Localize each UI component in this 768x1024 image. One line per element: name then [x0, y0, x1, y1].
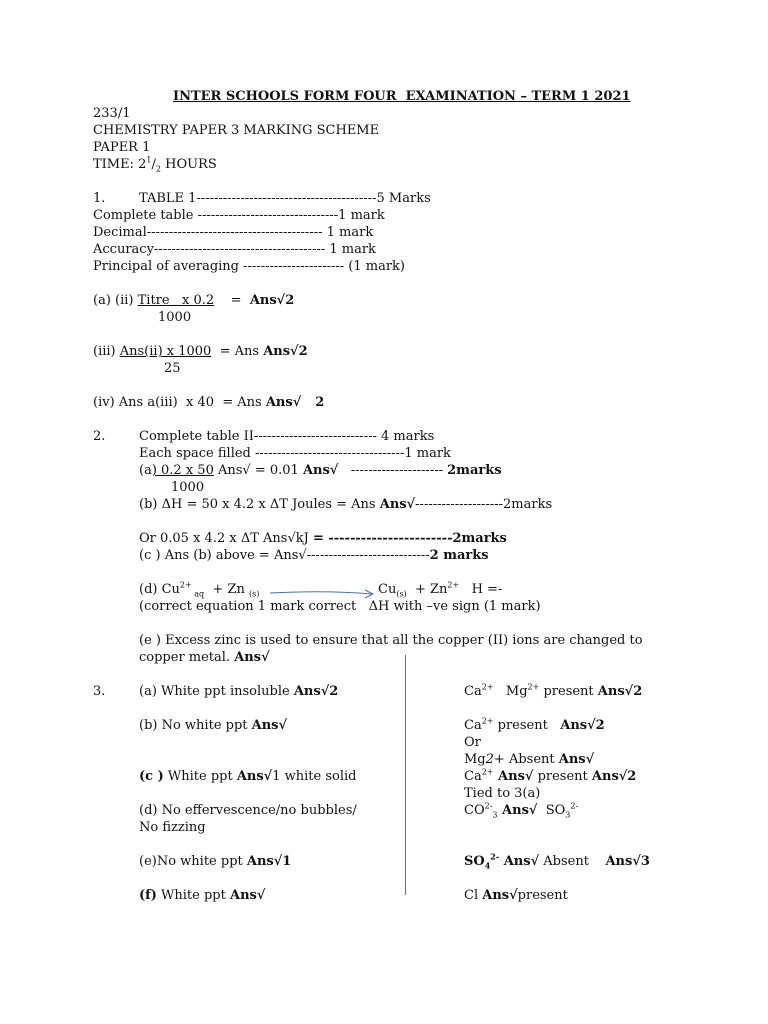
q3-obs-d-line1: (d) No effervescence/no bubbles/: [139, 803, 357, 818]
q1-number: 1.: [93, 191, 106, 206]
q1-a2-denominator: 1000: [158, 310, 192, 325]
q2-a-denominator: 1000: [171, 480, 205, 495]
q3-inf-a: $Ca^{2+}$ $Mg^{2+}$ present Ans√2: [464, 682, 643, 699]
q3-number: 3.: [93, 684, 106, 699]
q2-c-formula: (c ) Ans (b) above = Ans√----------------------------2 marks: [139, 548, 489, 563]
q2-each-space: Each space filled ----------------------------------1 mark: [139, 446, 451, 461]
q3-obs-b: (b) No white ppt Ans√: [139, 718, 288, 733]
q2-a-formula: (a) 0.2 x 50 Ans√ = 0.01 Ans√ --------------------- 2marks: [139, 463, 502, 478]
q1-criterion: Accuracy--------------------------------------- 1 mark: [93, 242, 376, 257]
q3-inf-b-or: Or: [464, 735, 481, 750]
q2-table-line: Complete table II---------------------------- 4 marks: [139, 429, 435, 444]
q1-a2-formula: (a) (ii) Titre x 0.2 = Ans√2: [93, 293, 295, 308]
paper-title: CHEMISTRY PAPER 3 MARKING SCHEME: [93, 123, 380, 138]
q2-b-formula: (b) ΔH = 50 x 4.2 x ΔT Joules = Ans Ans√--------------------2marks: [139, 497, 553, 512]
q2-d-note: (correct equation 1 mark correct ΔH with –ve sign (1 mark): [139, 599, 541, 614]
q3-inf-b: $Ca^{2+}$ present Ans√2: [464, 716, 605, 733]
q1-criterion: Decimal---------------------------------------- 1 mark: [93, 225, 374, 240]
q1-a3-formula: (iii) Ans(ii) x 1000 = Ans Ans√2: [93, 344, 308, 359]
q1-criterion: Principal of averaging ----------------------- (1 mark): [93, 259, 405, 274]
q2-d-reactants: (d) $Cu^{2+}$ $_{aq}$ + Zn $_{(s)}$: [139, 580, 260, 599]
page-title: INTER SCHOOLS FORM FOUR EXAMINATION – TERM 1 2021: [173, 89, 631, 104]
q3-inf-b-alt: Mg2+ Absent Ans√: [464, 752, 595, 767]
q2-e-line2: copper metal. Ans√: [139, 650, 270, 665]
q3-obs-c: (c ) White ppt Ans√1 white solid: [139, 769, 357, 784]
q2-d-products: $Cu_{(s)} + Zn^{2+}$ H =-: [378, 580, 503, 599]
q3-inf-e: $SO_4^{2-}$ Ans√ Absent Ans√3: [464, 851, 650, 871]
q1-a4-formula: (iv) Ans a(iii) x 40 = Ans Ans√ 2: [93, 395, 325, 410]
q3-inf-d: $CO^{2-}_3$ Ans√ $SO_3^{2-}$: [464, 801, 579, 820]
q2-number: 2.: [93, 429, 106, 444]
q1-table-line: TABLE 1-----------------------------------------5 Marks: [139, 191, 431, 206]
q3-inf-c: $Ca^{2+}$ Ans√ present Ans√2: [464, 767, 637, 784]
q2-e-line1: (e ) Excess zinc is used to ensure that all the copper (II) ions are changed to: [139, 633, 643, 648]
column-divider: [405, 655, 406, 895]
q1-a3-denominator: 25: [164, 361, 181, 376]
q1-criterion: Complete table --------------------------------1 mark: [93, 208, 385, 223]
q3-obs-e: (e)No white ppt Ans√1: [139, 854, 292, 869]
paper-number: PAPER 1: [93, 140, 151, 155]
q2-or-formula: Or 0.05 x 4.2 x ΔT Ans√kJ = -----------------------2marks: [139, 531, 507, 546]
q3-obs-d-line2: No fizzing: [139, 820, 206, 835]
paper-code: 233/1: [93, 106, 131, 121]
time-allowed: TIME: $2^1/_2$ HOURS: [93, 155, 217, 174]
q3-inf-f: Cl Ans√present: [464, 888, 568, 903]
q3-obs-f: (f) White ppt Ans√: [139, 888, 266, 903]
q3-inf-c-tied: Tied to 3(a): [464, 786, 541, 801]
q3-obs-a: (a) White ppt insoluble Ans√2: [139, 684, 339, 699]
